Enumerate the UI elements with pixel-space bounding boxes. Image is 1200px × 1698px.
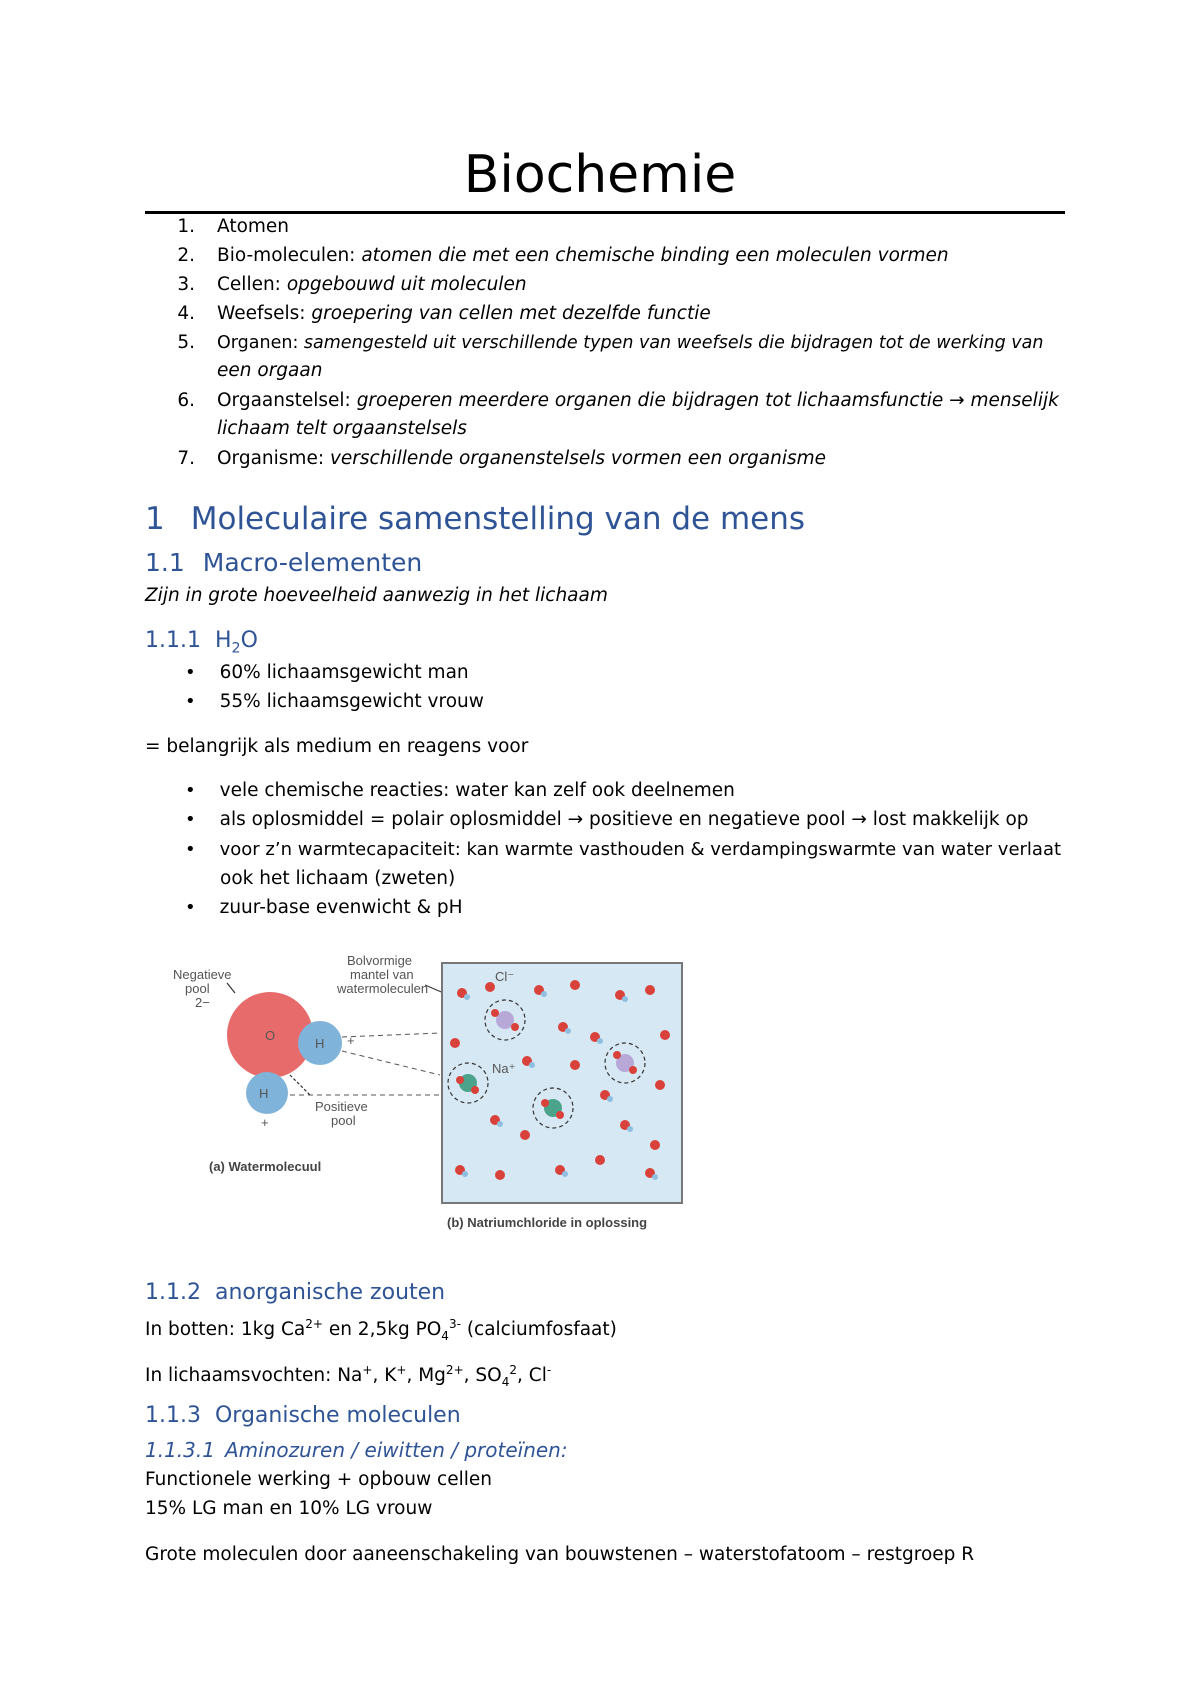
svg-text:+: + xyxy=(261,1115,269,1130)
svg-text:Bolvormige: Bolvormige xyxy=(347,955,413,968)
document-page: Biochemie 1. Atomen 2. Bio-moleculen: atomen die met een chemische binding een moleculen vormen 3. Cellen: opgebouwd uit moleculen 4. Weefsels: groepering van cellen met dezelfde functie 5. Organen: samengesteld uit verschillende typen van weefsels die bijdragen tot de werking van een orgaan 6. Orgaanstelsel: groeperen meerdere organen die bijdragen tot lichaamsfunctie → menselijk lichaam telt orgaanstelsels 7. Organisme: verschillende organenstelsels vormen een organisme 1 Moleculaire samenstelling van de mens 1.1 Macro-elementen Zijn in grote hoeveelheid aanwezig in het lichaam 1.1.1 $H_2O$ • 60% lichaamsgewicht man • 55% lichaamsgewicht vrouw = belangrijk als medium en reagens voor • vele chemische reacties: water kan zelf ook deelnemen • als oplosmiddel = polair oplosmiddel → positieve en negatieve pool → lost makkelijk op • voor z’n warmtecapaciteit: kan warmte vasthouden & verdampingswarmte van water verlaat ook het lichaam (zweten) • zuur-base evenwicht & pH Negatieve pool 2− O H H + + Positieve pool (a) Watermolecuul Bolvormige mantel van watermoleculen Cl⁻ Na⁺ (b) Natriumchloride in oplossing 1.1.2 anorganische zouten In botten: 1kg $Ca^{2+}$ en 2,5kg $PO_4^{3-}$ (calciumfosfaat) In lichaamsvochten: Na+, K+, $Mg^{2+}$, $SO_4^2$, Cl- 1.1.3 Organische moleculen 1.1.3.1 Aminozuren / eiwitten / proteïnen: Functionele werking + opbouw cellen 15% LG man en 10% LG vrouw Grote moleculen door aaneenschakeling van bouwstenen – waterstofatoom – restgroep R xyxy=(0,0,1200,1698)
svg-text:(a) Watermolecuul: (a) Watermolecuul xyxy=(209,1159,322,1174)
heading-1-1-1: 1.1.1 $H_2O$ xyxy=(145,628,258,657)
paragraph: Grote moleculen door aaneenschakeling van bouwstenen – waterstofatoom – restgroep R xyxy=(145,1544,975,1565)
paragraph: In botten: 1kg $Ca^{2+}$ en 2,5kg $PO_4^{3-}$ (calciumfosfaat) xyxy=(145,1317,617,1343)
heading-1-1-3: 1.1.3 Organische moleculen xyxy=(145,1403,461,1428)
water-molecule-diagram xyxy=(173,967,440,1174)
bullet-item: • als oplosmiddel = polair oplosmiddel → positieve en negatieve pool → lost makkelijk op xyxy=(185,809,1029,830)
svg-text:watermoleculen: watermoleculen xyxy=(337,981,429,996)
svg-text:O: O xyxy=(265,1028,276,1043)
bullet-item: • vele chemische reacties: water kan zelf ook deelnemen xyxy=(185,780,735,801)
svg-text:2−: 2− xyxy=(195,995,210,1010)
heading-1-1-2: 1.1.2 anorganische zouten xyxy=(145,1280,446,1305)
svg-text:Positieve: Positieve xyxy=(315,1099,368,1114)
heading-1-1-3-1: 1.1.3.1 Aminozuren / eiwitten / proteïnen: xyxy=(145,1438,568,1462)
water-figure xyxy=(155,955,715,1245)
svg-text:mantel van: mantel van xyxy=(350,967,414,982)
bullet-continuation: ook het lichaam (zweten) xyxy=(220,868,456,889)
paragraph: In lichaamsvochten: Na+, K+, $Mg^{2+}$, $SO_4^2$, Cl- xyxy=(145,1363,552,1389)
svg-text:pool: pool xyxy=(331,1113,356,1128)
intro-text: Zijn in grote hoeveelheid aanwezig in het lichaam xyxy=(145,585,608,606)
bullet-item: • 55% lichaamsgewicht vrouw xyxy=(185,691,484,712)
svg-text:Na⁺: Na⁺ xyxy=(492,1061,516,1076)
svg-text:+: + xyxy=(347,1033,355,1048)
heading-1-1: 1.1 Macro-elementen xyxy=(145,548,423,577)
svg-text:Cl⁻: Cl⁻ xyxy=(495,969,515,984)
svg-text:H: H xyxy=(315,1036,325,1051)
arrow-icon xyxy=(227,983,235,993)
bullet-item: • voor z’n warmtecapaciteit: kan warmte vasthouden & verdampingswarmte van water verlaat xyxy=(185,839,1062,860)
paragraph: Functionele werking + opbouw cellen xyxy=(145,1469,492,1490)
svg-text:H: H xyxy=(259,1086,269,1101)
bullet-item: • 60% lichaamsgewicht man xyxy=(185,662,469,683)
title-underline xyxy=(145,211,1065,214)
paragraph: 15% LG man en 10% LG vrouw xyxy=(145,1498,433,1519)
svg-text:(b) Natriumchloride in oplossi: (b) Natriumchloride in oplossing xyxy=(447,1215,648,1230)
heading-1: 1 Moleculaire samenstelling van de mens xyxy=(145,501,806,537)
svg-text:pool: pool xyxy=(185,981,210,996)
svg-text:Negatieve: Negatieve xyxy=(173,967,232,982)
nacl-solution-diagram xyxy=(336,955,682,1230)
document-title: Biochemie xyxy=(463,145,737,205)
bullet-item: • zuur-base evenwicht & pH xyxy=(185,897,463,918)
paragraph: = belangrijk als medium en reagens voor xyxy=(145,736,529,757)
